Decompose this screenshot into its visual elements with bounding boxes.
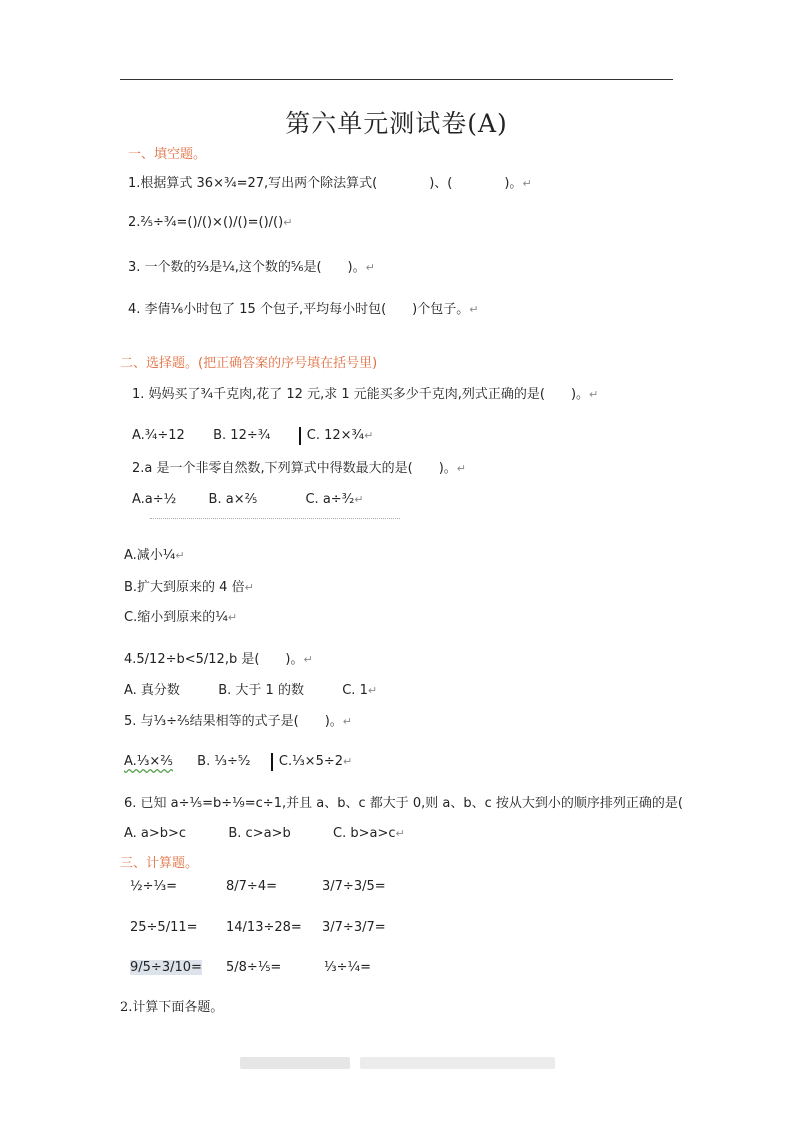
choice-q4-option-a: A. 真分数 <box>124 683 180 698</box>
choice-q3-option-b: B.扩大到原来的 4 倍↵ <box>124 580 254 595</box>
clipped-text-fragment <box>150 518 400 523</box>
calc-item-3: 3/7÷3/5= <box>322 879 386 894</box>
choice-q2-option-a: A.a÷½ <box>132 492 177 507</box>
choice-q1-text: 1. 妈妈买了¾千克肉,花了 12 元,求 1 元能买多少千克肉,列式正确的是( )。 <box>132 387 590 402</box>
choice-q6-option-c: C. b>a>c <box>333 826 396 841</box>
choice-q5: 5. 与⅓÷⅖结果相等的式子是( )。↵ <box>124 714 352 729</box>
choice-q6-option-b: B. c>a>b <box>228 826 291 841</box>
choice-q3-option-c: C.缩小到原来的¼↵ <box>124 610 238 625</box>
choice-q4: 4.5/12÷b<5/12,b 是( )。↵ <box>124 652 313 667</box>
choice-q4-option-b: B. 大于 1 的数 <box>218 683 304 698</box>
fill-q2: 2.⅖÷¾=()/()×()/()=()/()↵ <box>128 215 293 230</box>
choice-q3-option-b-text: B.扩大到原来的 4 倍 <box>124 580 245 595</box>
text-cursor <box>271 753 273 771</box>
calc-item-7: 9/5÷3/10= <box>130 960 202 975</box>
choice-q2: 2.a 是一个非零自然数,下列算式中得数最大的是( )。↵ <box>132 461 466 476</box>
calc-item-6: 3/7÷3/7= <box>322 920 386 935</box>
choice-q6 <box>124 794 683 814</box>
page-title: 第六单元测试卷(A) <box>285 109 508 138</box>
choice-q4-options: A. 真分数 B. 大于 1 的数 C. 1↵ <box>124 683 378 698</box>
choice-q6-option-a: A. a>b>c <box>124 826 187 841</box>
choice-q1-options: A.¾÷12 B. 12÷¾ C. 12×¾↵ <box>132 428 374 443</box>
blurred-footer-watermark <box>240 1057 350 1069</box>
section-choice: 二、选择题。(把正确答案的序号填在括号里) <box>120 356 378 371</box>
choice-q2-option-c: C. a÷³⁄₂ <box>305 492 355 507</box>
calc-item-5: 14/13÷28= <box>226 920 302 935</box>
text-cursor <box>299 427 301 445</box>
choice-q5-option-a: A.⅓×⅖ <box>124 754 173 769</box>
choice-q2-options: A.a÷½ B. a×⅖ C. a÷³⁄₂↵ <box>132 492 364 507</box>
calc-item-8: 5/8÷⅕= <box>226 960 282 975</box>
fill-q2-text: 2.⅖÷¾=()/()×()/()=()/() <box>128 215 284 230</box>
choice-q2-text: 2.a 是一个非零自然数,下列算式中得数最大的是( )。 <box>132 461 457 476</box>
fill-q4-text: 4. 李倩⅙小时包了 15 个包子,平均每小时包( )个包子。 <box>128 302 470 317</box>
choice-q5-options: A.⅓×⅖ B. ⅓÷⁵⁄₂ C.⅓×5÷2↵ <box>124 754 353 769</box>
blurred-footer-watermark-2 <box>360 1057 555 1069</box>
choice-q1-option-b: B. 12÷¾ <box>213 428 271 443</box>
choice-q6-options: A. a>b>c B. c>a>b C. b>a>c↵ <box>124 826 405 841</box>
choice-q1-option-c: C. 12×¾ <box>306 428 365 443</box>
fill-q1: 1.根据算式 36×¾=27,写出两个除法算式( )、( )。↵ <box>128 176 532 191</box>
choice-q5-option-b: B. ⅓÷⁵⁄₂ <box>197 754 251 769</box>
choice-q3-option-a-text: A.减小¼ <box>124 548 176 563</box>
calc-item-4: 25÷5/11= <box>130 920 198 935</box>
fill-q3: 3. 一个数的⅔是¼,这个数的⅚是( )。↵ <box>128 260 375 275</box>
choice-q4-text: 4.5/12÷b<5/12,b 是( )。 <box>124 652 304 667</box>
choice-q3-option-c-text: C.缩小到原来的¼ <box>124 610 228 625</box>
calc-item-9: ⅓÷¼= <box>324 960 371 975</box>
choice-q5-option-c: C.⅓×5÷2 <box>278 754 344 769</box>
calc-item-2: 8/7÷4= <box>226 879 277 894</box>
calc-item-1: ½÷⅓= <box>130 879 177 894</box>
choice-q1: 1. 妈妈买了¾千克肉,花了 12 元,求 1 元能买多少千克肉,列式正确的是( )。↵ <box>132 387 599 402</box>
fill-q3-text: 3. 一个数的⅔是¼,这个数的⅚是( )。 <box>128 260 366 275</box>
section-compute-more: 2.计算下面各题。 <box>120 1000 224 1015</box>
choice-q3-option-a: A.减小¼↵ <box>124 548 185 563</box>
choice-q6-text: 6. 已知 a÷⅕=b÷⅑=c÷1,并且 a、b、c 都大于 0,则 a、b、c 按从大到小的顺序排列正确的是( <box>124 796 683 811</box>
section-fill-in: 一、填空题。 <box>128 147 207 162</box>
choice-q2-option-b: B. a×⅖ <box>208 492 258 507</box>
choice-q4-option-c: C. 1 <box>342 683 368 698</box>
choice-q5-text: 5. 与⅓÷⅖结果相等的式子是( )。 <box>124 714 343 729</box>
fill-q1-text: 1.根据算式 36×¾=27,写出两个除法算式( )、( )。 <box>128 176 523 191</box>
choice-q1-option-a: A.¾÷12 <box>132 428 185 443</box>
fill-q4: 4. 李倩⅙小时包了 15 个包子,平均每小时包( )个包子。↵ <box>128 302 479 317</box>
header-rule <box>120 79 673 80</box>
section-calculation: 三、计算题。 <box>120 856 199 871</box>
